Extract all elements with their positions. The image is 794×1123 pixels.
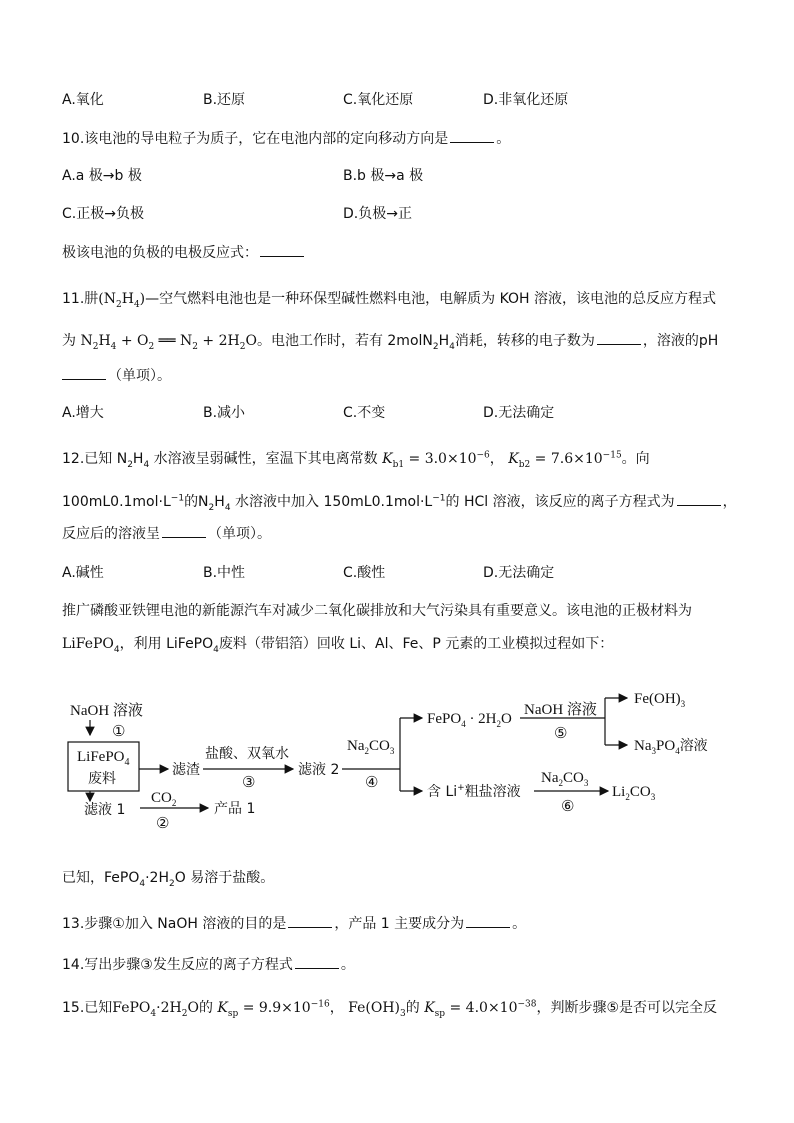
filtrate-1-label: 滤液 1 — [84, 802, 126, 818]
li2co3-product: $Li_2CO_3$ — [612, 784, 656, 802]
q10-stem: 10.该电池的导电粒子为质子，它在电池内部的定向移动方向是 。 — [62, 131, 511, 147]
q11-stem-line1: 11.肼$(N_2H_4)—$空气燃料电池也是一种环保型碱性燃料电池，电解质为 KOH 溶液，该电池的总反应方程式 — [62, 291, 717, 310]
q12-stem-line2: $100mL0.1mol\cdot L^{-1}$的$N_2H_4$ 水溶液中加入 $150mL0.1mol\cdot L^{-1}$的 HCl 溶液，该反应的离子方程式为 ， — [62, 493, 737, 513]
q12-option-a: A.碱性 — [62, 565, 104, 581]
q10-option-c: C.正极→负极 — [62, 206, 144, 222]
filtrate-2-label: 滤液 2 — [298, 762, 340, 778]
answer-blank — [62, 367, 106, 380]
q15-stem: 15.已知$FePO_4\cdot 2H_2O$的 $K_{sp} = 9.9\times 10^{-16}$， $Fe(OH)_3$的 $K_{sp} = 4.0\times 10^{-38}$，判断步骤⑤是否可以完全反 — [62, 999, 718, 1019]
li-crude-salt-label: 含 Li+粗盐溶液 — [427, 783, 521, 800]
answer-blank — [450, 130, 494, 143]
answer-blank — [288, 915, 332, 928]
step-4-label: ④ — [365, 775, 379, 791]
step-1-label: ① — [112, 724, 126, 740]
q11-stem-line3: （单项）。 — [62, 366, 171, 386]
q11-option-c: C.不变 — [343, 405, 386, 421]
kb1-expression: $K_{b1} = 3.0\times 10^{-6}$ — [382, 450, 490, 470]
intro-line1: 推广磷酸亚铁锂电池的新能源汽车对减少二氧化碳排放和大气污染具有重要意义。该电池的正极材料为 — [62, 603, 692, 619]
na2co3-reagent-b: $Na_2CO_3$ — [541, 770, 589, 788]
q11-option-a: A.增大 — [62, 405, 104, 421]
naoh-reagent-top: NaOH 溶液 — [70, 703, 143, 719]
q11-equation: $N_2H_4 + O_2$ ══ $N_2 + 2H_2O$ — [80, 333, 257, 352]
na3po4-product: $Na_3PO_4$溶液 — [634, 738, 708, 756]
q10-option-d: D.负极→正 — [343, 206, 412, 222]
ksp-fepo4: $K_{sp} = 9.9\times 10^{-16}$ — [217, 999, 330, 1019]
answer-blank — [295, 956, 339, 969]
negative-electrode-prompt: 极该电池的负极的电极反应式： — [62, 243, 306, 263]
step-6-label: ⑥ — [561, 799, 575, 815]
ksp-feoh3: $K_{sp} = 4.0\times 10^{-38}$ — [424, 999, 537, 1019]
na2co3-reagent-a: $Na_2CO_3$ — [347, 738, 395, 756]
box-waste-label: 废料 — [88, 771, 116, 787]
fepo4-hydrate-label: FePO$_4$ · $2H_2O$ — [427, 711, 512, 729]
process-flowchart — [60, 690, 730, 840]
q12-option-d: D.无法确定 — [483, 565, 555, 581]
answer-blank — [162, 525, 206, 538]
q12-stem-line1: 12.已知 $N_2H_4$ 水溶液呈弱碱性，室温下其电离常数 $K_{b1} = 3.0\times 10^{-6}$， $K_{b2} = 7.6\times 10^{-15}$。向 — [62, 450, 650, 470]
answer-blank — [597, 332, 641, 345]
q12-option-b: B.中性 — [203, 565, 246, 581]
q12-option-c: C.酸性 — [343, 565, 386, 581]
q9-option-a: A.氧化 — [62, 92, 104, 108]
q14-stem: 14.写出步骤③发生反应的离子方程式 。 — [62, 957, 355, 973]
box-lifepo4-label: LiFePO$_4$ — [77, 749, 130, 768]
co2-reagent: $CO_2$ — [151, 790, 177, 808]
q10-option-b: B.b 极→a 极 — [343, 168, 424, 184]
known-statement: 已知，$FePO_4\cdot 2H_2O$ 易溶于盐酸。 — [62, 870, 275, 889]
q11-option-b: B.减小 — [203, 405, 246, 421]
q11-option-d: D.无法确定 — [483, 405, 555, 421]
step-3-label: ③ — [242, 775, 256, 791]
q13-stem: 13.步骤①加入 NaOH 溶液的目的是 ，产品 1 主要成分为 。 — [62, 916, 527, 932]
product-1-label: 产品 1 — [214, 801, 256, 817]
feoh3-product: $Fe(OH)_3$ — [634, 691, 686, 709]
step-3-reagents: 盐酸、双氧水 — [205, 746, 289, 762]
answer-blank — [260, 244, 304, 257]
answer-blank — [466, 915, 510, 928]
intro-line2: LiFePO$_4$，利用 LiFePO$_4$废料（带铝箔）回收 Li、Al、Fe、P 元素的工业模拟过程如下： — [62, 636, 614, 655]
step-2-label: ② — [156, 816, 170, 832]
q11-stem-line2: 为 $N_2H_4 + O_2$ ══ $N_2 + 2H_2O$。电池工作时，若有 $2molN_2H_4$消耗，转移的电子数为 ，溶液的pH — [62, 333, 719, 352]
q9-option-c: C.氧化还原 — [343, 92, 414, 108]
naoh-reagent-5: NaOH 溶液 — [524, 702, 597, 718]
q9-option-d: D.非氧化还原 — [483, 92, 569, 108]
q9-option-b: B.还原 — [203, 92, 246, 108]
step-5-label: ⑤ — [554, 726, 568, 742]
answer-blank — [677, 493, 721, 506]
kb2-expression: $K_{b2} = 7.6\times 10^{-15}$ — [508, 450, 622, 470]
filter-residue-label: 滤渣 — [172, 762, 200, 778]
q10-option-a: A.a 极→b 极 — [62, 168, 142, 184]
q12-stem-line3: 反应后的溶液呈 （单项）。 — [62, 526, 271, 542]
